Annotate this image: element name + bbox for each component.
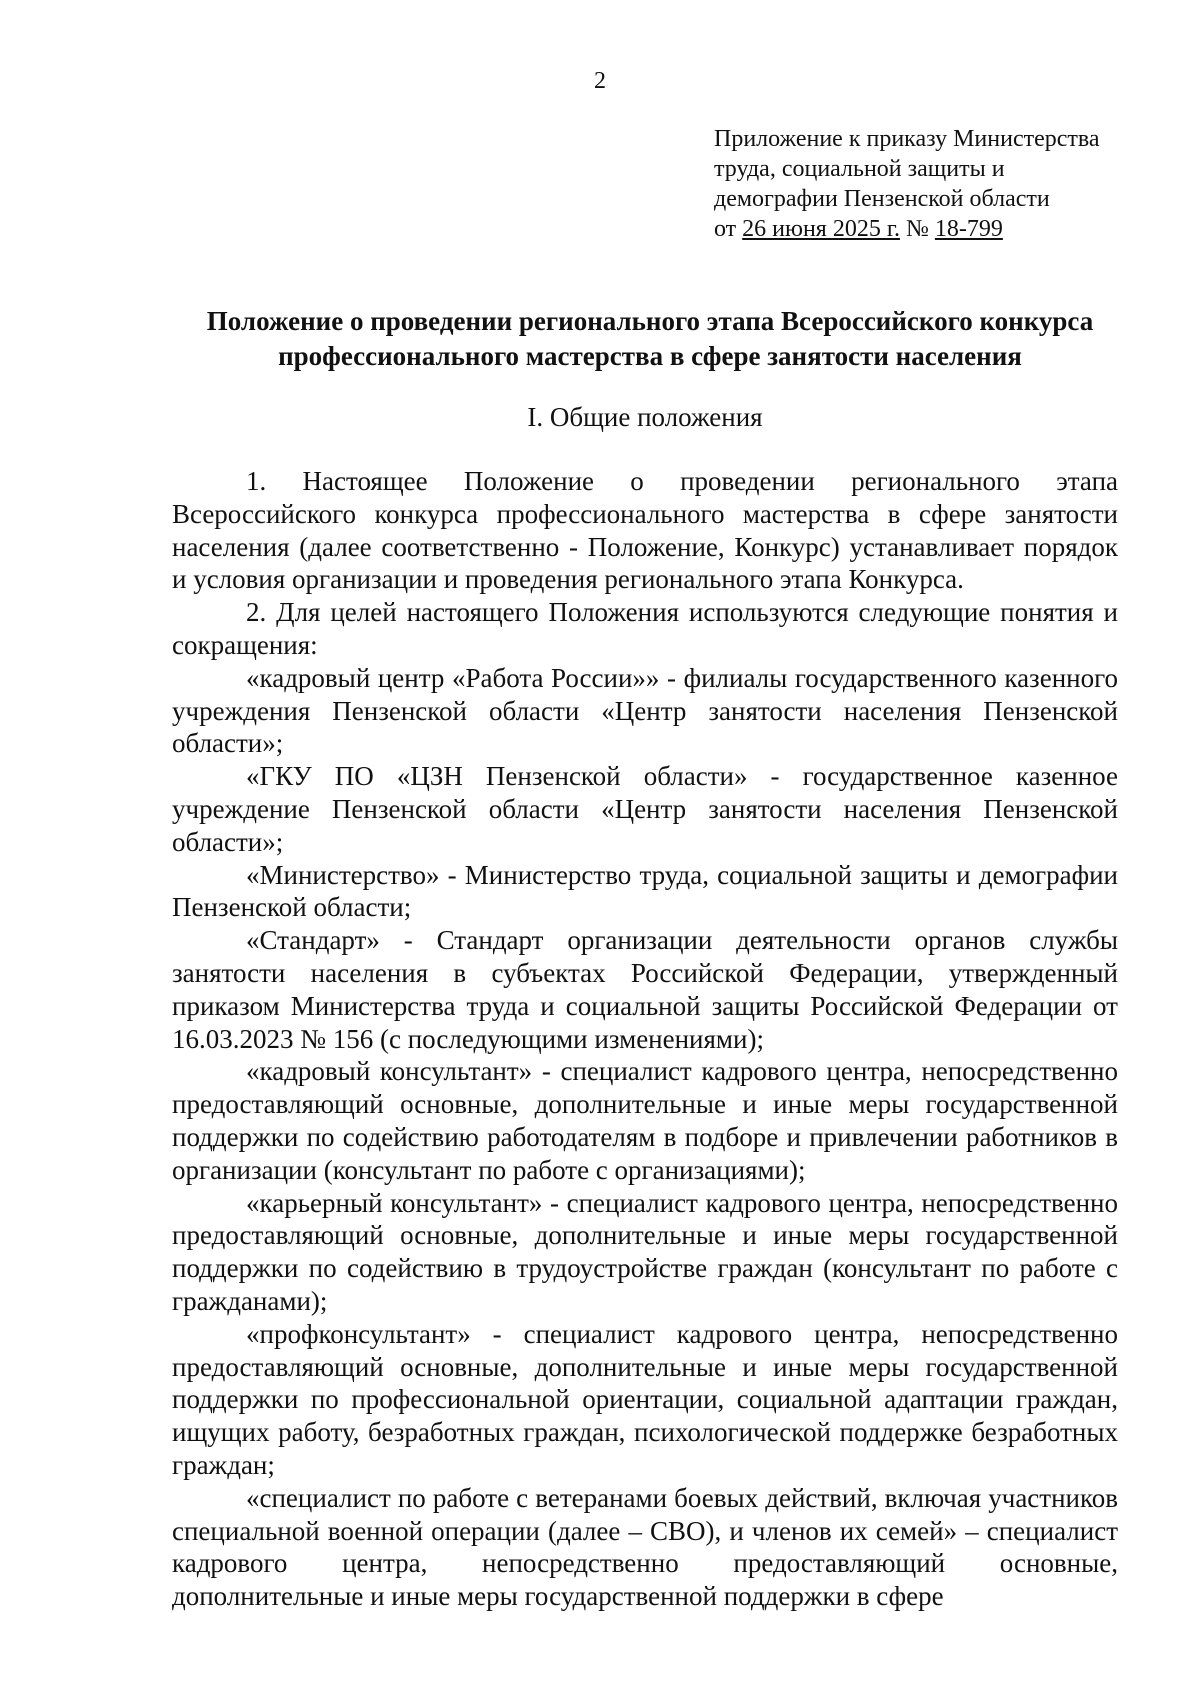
title-line-2: профессионального мастерства в сфере занятости населения <box>278 341 1022 371</box>
paragraph-1: 1. Настоящее Положение о проведении регионального этапа Всероссийского конкурса профессионального мастерства в сфере занятости населения (далее соответственно - Положение, Конкурс) устанавливает порядок и условия организации и проведения регионального этапа Конкурса. <box>172 466 1118 595</box>
appendix-number-label: № <box>905 216 929 242</box>
definition-veterans-specialist: «специалист по работе с ветеранами боевых действий, включая участников специальной военной операции (далее – СВО), и членов их семей» – специалист кадрового центра, непосредственно предоставляющий основные, дополнительные и иные меры государственной поддержки в сфере <box>172 1482 1118 1612</box>
paragraph-2: 2. Для целей настоящего Положения используются следующие понятия и сокращения: <box>172 597 1118 660</box>
definition-prof-consultant: «профконсультант» - специалист кадрового центра, непосредственно предоставляющий основные, дополнительные и иные меры государственной поддержки по профессиональной ориентации, социальной адаптации граждан, ищущих работу, безработных граждан, психологической поддержке безработных граждан; <box>172 1318 1118 1480</box>
appendix-line-3: демографии Пензенской области <box>714 186 1050 212</box>
appendix-order-line <box>714 214 1154 244</box>
appendix-from-label: от <box>714 216 737 242</box>
definition-career-center: «кадровый центр «Работа России»» - филиалы государственного казенного учреждения Пензенской области «Центр занятости населения Пензенской области»; <box>172 662 1118 759</box>
definition-standard: «Стандарт» - Стандарт организации деятельности органов службы занятости населения в субъектах Российской Федерации, утвержденный приказом Министерства труда и социальной защиты Российской Федерации от 16.03.2023 № 156 (с последующими изменениями); <box>172 925 1118 1054</box>
definition-ministry: «Министерство» - Министерство труда, социальной защиты и демографии Пензенской области; <box>172 859 1118 923</box>
document-body <box>172 465 1118 1613</box>
appendix-block <box>714 124 1154 244</box>
appendix-line-2: труда, социальной защиты и <box>714 156 1005 182</box>
definition-hr-consultant: «кадровый консультант» - специалист кадрового центра, непосредственно предоставляющий основные, дополнительные и иные меры государственной поддержки по содействию работодателям в подборе и привлечении работников в организации (консультант по работе с организациями); <box>172 1056 1118 1185</box>
page-number: 2 <box>594 68 606 94</box>
appendix-order-date: 26 июня 2025 г. <box>742 216 900 242</box>
appendix-line-1: Приложение к приказу Министерства <box>714 126 1100 152</box>
definition-gku-czn: «ГКУ ПО «ЦЗН Пензенской области» - государственное казенное учреждение Пензенской области «Центр занятости населения Пензенской области»; <box>172 761 1118 857</box>
title-line-1: Положение о проведении регионального этапа Всероссийского конкурса <box>206 306 1094 336</box>
document-title <box>140 304 1160 374</box>
section-heading: I. Общие положения <box>527 402 763 432</box>
definition-career-consultant: «карьерный консультант» - специалист кадрового центра, непосредственно предоставляющий основные, дополнительные и иные меры государственной поддержки по содействию в трудоустройстве граждан (консультант по работе с гражданами); <box>172 1187 1118 1316</box>
appendix-order-number: 18-799 <box>934 216 1003 242</box>
